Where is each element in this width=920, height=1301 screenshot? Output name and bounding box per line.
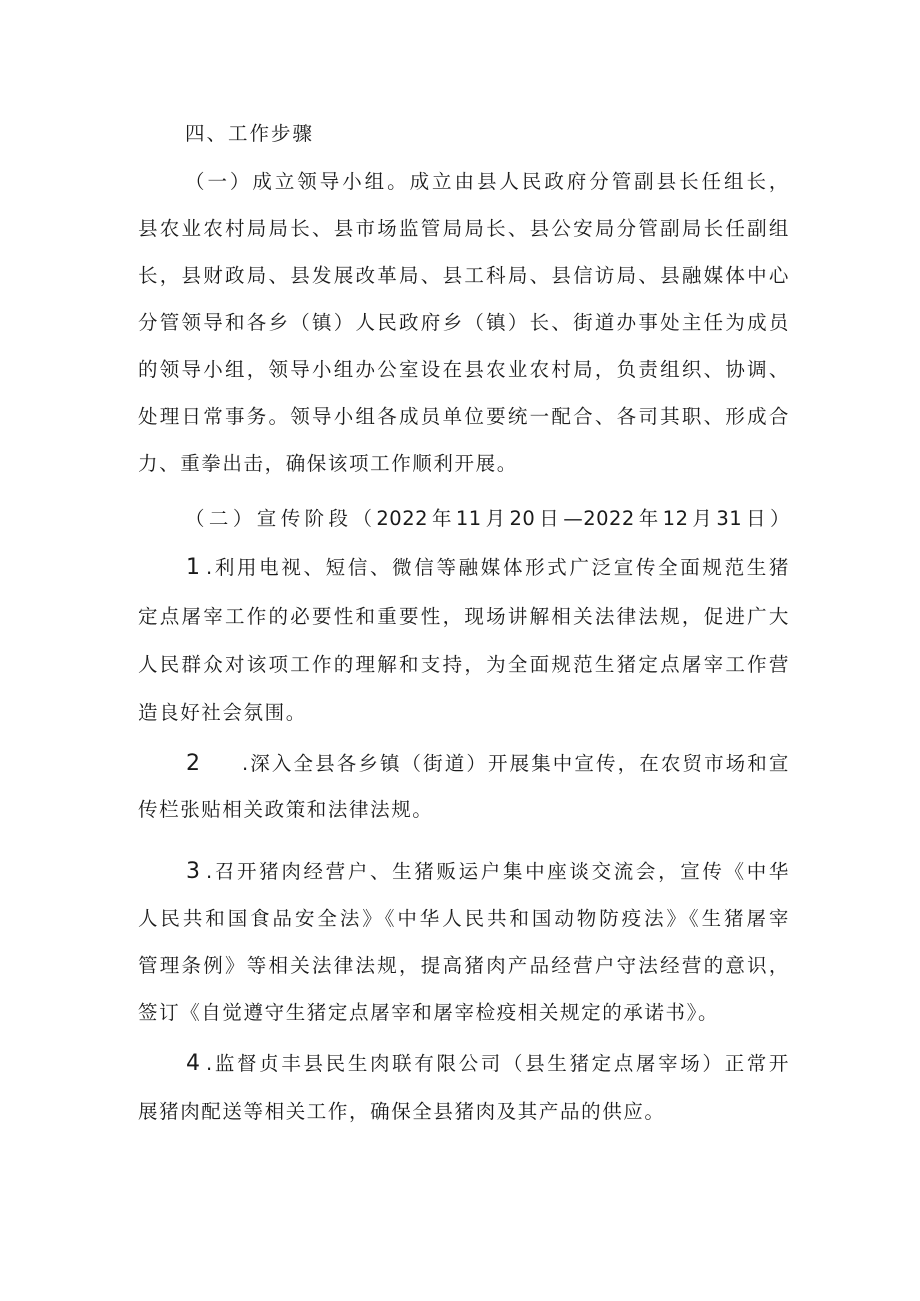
item-1-line-3: 人民群众对该项工作的理解和支持，为全面规范生猪定点屠宰工作营: [138, 653, 790, 676]
item-1-number: 1: [186, 555, 200, 580]
item-2-number: 2: [186, 751, 200, 776]
item-3-line-4: 签订《自觉遵守生猪定点屠宰和屠宰检疫相关规定的承诺书》。: [138, 1001, 720, 1024]
item-3-line-2: 人民共和国食品安全法》《中华人民共和国动物防疫法》《生猪屠宰: [138, 907, 790, 930]
section-1-line-1: （一）成立领导小组。成立由县人民政府分管副县长任组长，: [185, 170, 790, 193]
section-1-line-7: 力、重拳出击，确保该项工作顺利开展。: [138, 452, 518, 475]
item-4-line-2: 展猪肉配送等相关工作，确保全县猪肉及其产品的供应。: [138, 1100, 666, 1123]
heading-work-steps: 四、工作步骤: [185, 122, 315, 145]
item-3-number: 3: [186, 859, 200, 884]
item-3-line-3: 管理条例》等相关法律法规，提高猪肉产品经营户守法经营的意识，: [138, 954, 790, 977]
section-1-line-2: 县农业农村局局长、县市场监管局局长、县公安局分管副局长任副组: [138, 217, 790, 240]
item-2-line-1: .深入全县各乡镇（街道）开展集中宣传，在农贸市场和宣: [242, 752, 790, 775]
item-1-line-4: 造良好社会氛围。: [138, 701, 307, 724]
section-2-title: （二）宣传阶段（2022年11月20日—2022年12月31日）: [185, 507, 790, 530]
item-4-line-1: .监督贞丰县民生肉联有限公司（县生猪定点屠宰场）正常开: [206, 1052, 790, 1075]
item-1-line-2: 定点屠宰工作的必要性和重要性，现场讲解相关法律法规，促进广大: [138, 605, 790, 628]
item-2-line-2: 传栏张贴相关政策和法律法规。: [138, 798, 434, 821]
section-1-line-4: 分管领导和各乡（镇）人民政府乡（镇）长、街道办事处主任为成员: [138, 311, 790, 334]
section-1-line-5: 的领导小组，领导小组办公室设在县农业农村局，负责组织、协调、: [138, 358, 790, 381]
section-1-line-3: 长，县财政局、县发展改革局、县工科局、县信访局、县融媒体中心: [138, 264, 790, 287]
item-4-number: 4: [186, 1051, 200, 1076]
section-1-line-6: 处理日常事务。领导小组各成员单位要统一配合、各司其职、形成合: [138, 405, 790, 428]
item-3-line-1: .召开猪肉经营户、生猪贩运户集中座谈交流会，宣传《中华: [206, 860, 790, 883]
item-1-line-1: .利用电视、短信、微信等融媒体形式广泛宣传全面规范生猪: [206, 556, 790, 579]
